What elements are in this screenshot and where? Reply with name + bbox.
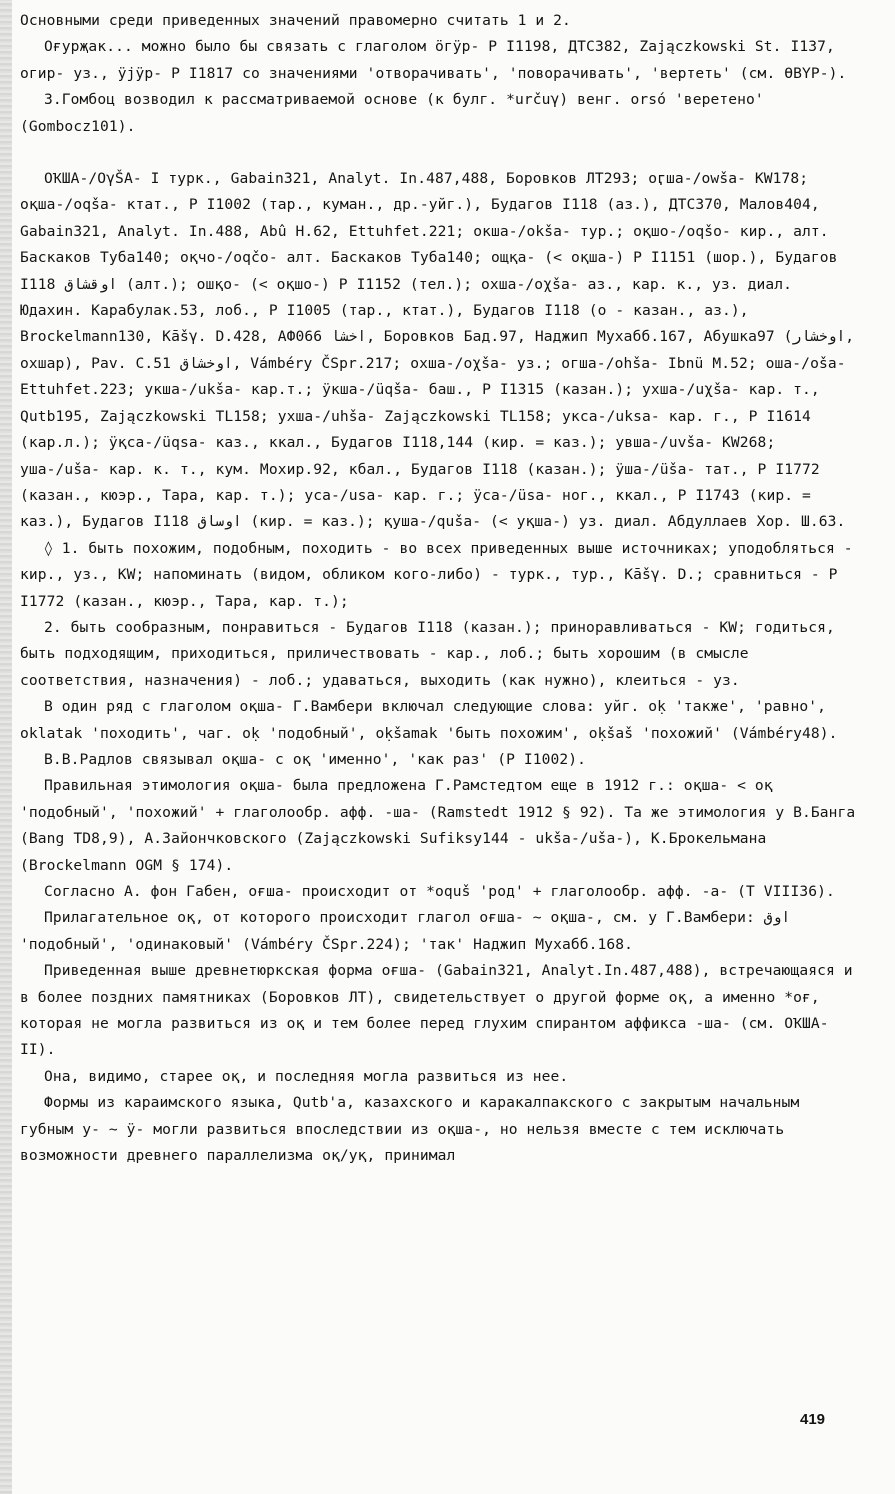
paragraph-adjective-oq: Прилагательное оқ, от которого происходит глагол оғша- ~ оқша-, см. у Г.Вамбери: اوق 'подобный', 'одинаковый' (Vámbéry ČSpr.224); 'так' Наджип Мухабб.168.	[20, 909, 791, 953]
paragraph-radlov: В.В.Радлов связывал оқша- с оқ 'именно', 'как раз' (Р I1002).	[44, 750, 587, 768]
paragraph-gombocz: З.Гомбоц возводил к рассматриваемой основе (к булг. *určuγ) венг. orsó 'веретено' (Gombocz101).	[20, 91, 764, 135]
paragraph-old-turkic-form: Приведенная выше древнетюркская форма оғша- (Gabain321, Analyt.In.487,488), встречающаяся и в более поздних памятниках (Боровков ЛТ), свидетельствует о другой форме оқ, а именно *оғ, которая не могла развиться из оқ и тем более перед глухим спирантом аффикса -ша- (см. ОҠША- II).	[20, 962, 853, 1059]
scan-edge-shadow	[0, 0, 12, 1494]
paragraph-vambery: В один ряд с глаголом оқша- Г.Вамбери включал следующие слова: уйг. oḳ 'также', 'равно', oklatak 'походить', чаг. oḳ 'подобный', oḳšamak 'быть похожим', oḳšaš 'похожий' (Vámbéry48).	[20, 698, 838, 742]
paragraph-gabain: Согласно А. фон Габен, оғша- происходит от *oquš 'род' + глаголообр. афф. -а- (T VIII36).	[44, 883, 835, 900]
paragraph-ramstedt: Правильная этимология оқша- была предложена Г.Рамстедтом еще в 1912 г.: оқша- < оқ 'подобный', 'похожий' + глаголообр. афф. -ша- (Ramstedt 1912 § 92). Та же этимология у В.Банга (Bang TD8,9), А.Зайончковского (Zajączkowski Sufiksy144 - ukša-/uša-), К.Брокельмана (Brockelmann OGM § 174).	[20, 777, 856, 874]
paragraph-ogurjak: Оғурҗак... можно было бы связать с глаголом ӧгӱр- Р I1198, ДТС382, Zajączkowski St. I137, огир- уз., ӱјӱр- Р I1817 со значениями 'отворачивать', 'поворачивать', 'вертеть' (см. ӨВҮР-).	[20, 38, 847, 82]
meaning-2: 2. быть сообразным, понравиться - Будагов I118 (казан.); приноравливаться - KW; годиться, быть подходящим, приходиться, приличествовать - кар., лоб.; быть хорошим (в смысле соответствия, назначения) - лоб.; удаваться, выходить (как нужно), клеиться - уз.	[20, 618, 835, 689]
entry-oqsha-headword: ОҠША-/OγŠA- I турк., Gabain321, Analyt. In.487,488, Боровков ЛТ293; оӷша-/owša- KW178; оқша-/oqša- ктат., Р I1002 (тар., куман., др.-уйг.), Будагов I118 (аз.), ДТС370, Малов404, Gabain321, Analyt. In.488, Abû H.62, Ettuhfet.221; окша-/okša- тур.; оқшо-/oqšo- кир., алт. Баскаков Туба140; оқчо-/oqčo- алт. Баскаков Туба140; ощқа- (< оқша-) Р I1151 (шор.), Будагов I118 اوقشاق (алт.); ошқо- (< оқшо-) Р I1152 (тел.); охша-/oχša- аз., кар. к., уз. диал. Юдахин. Карабулак.53, лоб., Р I1005 (тар., ктат.), Будагов I118 (о - казан., аз.), Brockelmann130, Kāšγ. D.428, АФ066 اخشا, Боровков Бад.97, Наджип Мухабб.167, Абушка97 (اوخشار, охшар), Pav. C.51 اوخشاق, Vámbéry ČSpr.217; охша-/oχša- уз.; огша-/ohša- Ibnü M.52; оша-/oša- Ettuhfet.223; укша-/ukša- кар.т.; ӱкша-/üqša- баш., Р I1315 (казан.); ухша-/uχša- кар. т., Qutb195, Zajączkowski TL158; ухша-/uhša- Zajączkowski TL158; укса-/uksa- кар. г., Р I1614 (кар.л.); ӱқса-/üqsa- каз., ккал., Будагов I118,144 (кир. = каз.); увша-/uvša- KW268; уша-/uša- кар. к. т., кум. Мохир.92, кбал., Будагов I118 (казан.); ӱша-/üša- тат., Р I1772 (казан., кюэр., Тара, кар. т.); уса-/usa- кар. г.; ӱса-/üsa- ног., ккал., Р I1743 (кир. = каз.), Будагов I118 اوساق (кир. = каз.); қуша-/quša- (< уқша-) уз. диал. Абдуллаев Хор. Ш.63.	[20, 170, 855, 531]
paragraph-older-form: Она, видимо, старее оқ, и последняя могла развиться из нее.	[44, 1067, 569, 1085]
paragraph-karaim-forms: Формы из караимского языка, Qutb'a, казахского и каракалпакского с закрытым начальным губным у- ~ ӱ- могли развиться впоследствии из оқша-, но нельзя вместе с тем исключать возможности древнего параллелизма оқ/уқ, принимал	[20, 1094, 800, 1165]
paragraph-meanings-summary: Основными среди приведенных значений правомерно считать 1 и 2.	[20, 12, 571, 29]
page-number: 419	[800, 1411, 826, 1428]
meaning-1: ◊ 1. быть похожим, подобным, походить - во всех приведенных выше источниках; уподобляться - кир., уз., KW; напоминать (видом, обликом кого-либо) - турк., тур., Kāšγ. D.; сравниться - Р I1772 (казан., кюэр., Тара, кар. т.);	[20, 539, 853, 610]
section-gap	[20, 140, 861, 166]
